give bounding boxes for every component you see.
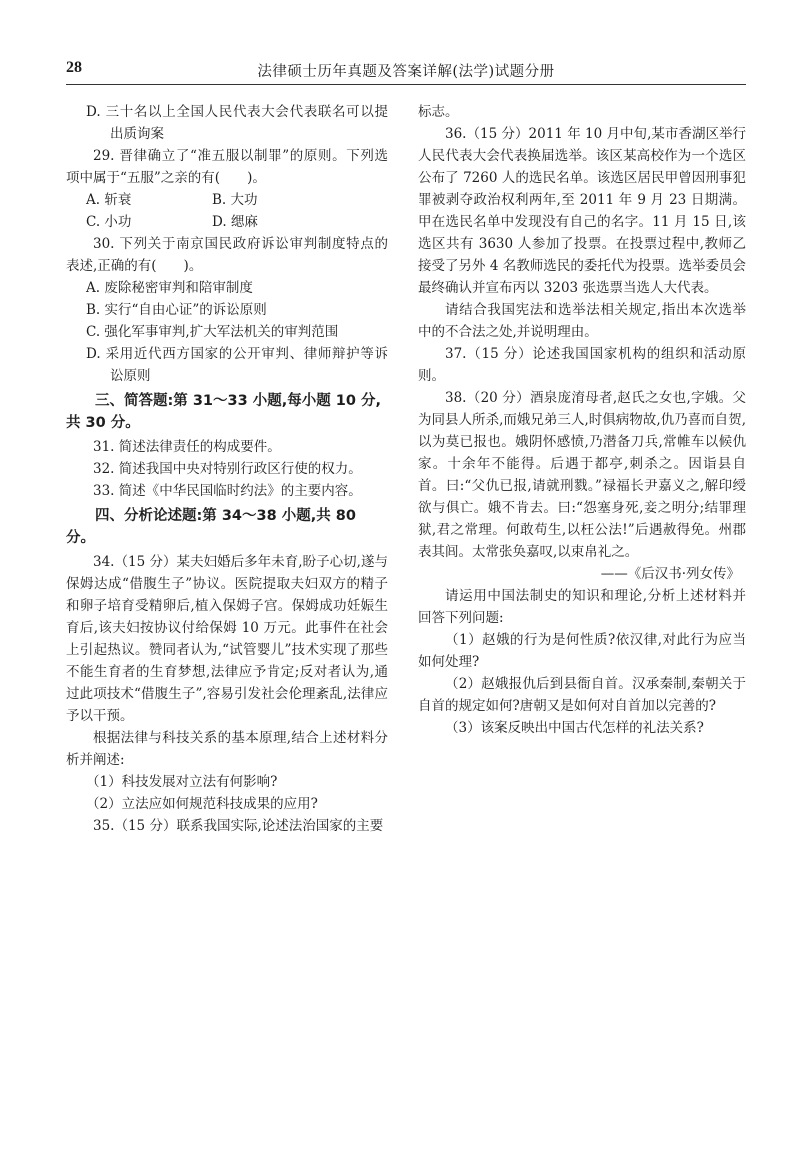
q34-sub-2: （2）立法应如何规范科技成果的应用? bbox=[86, 796, 318, 812]
right-column bbox=[418, 101, 746, 739]
q29-options-row-1 bbox=[66, 189, 388, 211]
q38-prompt: 请运用中国法制史的知识和理论,分析上述材料并回答下列问题: bbox=[418, 588, 746, 626]
section-3-title: 三、简答题:第 31～33 小题,每小题 10 分,共 30 分。 bbox=[66, 393, 382, 431]
q36-prompt: 请结合我国宪法和选举法相关规定,指出本次选举中的不合法之处,并说明理由。 bbox=[418, 302, 746, 340]
q36-text: 36.（15 分）2011 年 10 月中旬,某市香湖区举行人民代表大会代表换届选举。该区某高校作为一个选区公布了 7260 人的选民名单。该选区居民甲曾因刑事犯罪被剥夺政治权利两年,至 2011 年 9 月 23 日期满。甲在选民名单中发现没有自己的名字。11 月 15 日,该选区共有 3630 人参加了投票。在投票过程中,教师乙接受了另外 4 名教师选民的委托代为投票。选举委员会最终确认并宣布丙以 3203 张选票当选人大代表。 bbox=[418, 126, 746, 296]
q34-text: 34.（15 分）某夫妇婚后多年未育,盼子心切,遂与保姆达成“借腹生子”协议。医院提取夫妇双方的精子和卵子培育受精卵后,植入保姆子宫。保姆成功妊娠生育后,该夫妇按协议付给保姆 10 万元。此事件在社会上引起热议。赞同者认为,“试管婴儿”技术实现了那些不能生育者的生育梦想,法律应予肯定;反对者认为,通过此项技术“借腹生子”,容易引发社会伦理紊乱,法律应予以干预。 bbox=[66, 554, 388, 724]
q33: 33. 简述《中华民国临时约法》的主要内容。 bbox=[93, 483, 362, 499]
q29-stem: 29. 晋律确立了“准五服以制罪”的原则。下列选项中属于“五服”之亲的有( )。 bbox=[66, 148, 388, 186]
q29-option-b: B. 大功 bbox=[212, 192, 258, 208]
q38-text: 38.（20 分）酒泉庞淯母者,赵氏之女也,字娥。父为同县人所杀,而娥兄弟三人,时俱病物故,仇乃喜而自贺,以为莫已报也。娥阴怀感愤,乃潜备刀兵,常帷车以候仇家。十余年不能得。后遇于都亭,刺杀之。因诣县自首。曰:“父仇已报,请就刑戮。”禄福长尹嘉义之,解印绶欲与俱亡。娥不肯去。曰:“怨塞身死,妾之明分;结罪理狱,君之常理。何敢苟生,以枉公法!”后遇赦得免。州郡表其闾。太常张奂嘉叹,以束帛礼之。 bbox=[418, 390, 746, 560]
left-column bbox=[66, 101, 388, 837]
q28-option-d: D. 三十名以上全国人民代表大会代表联名可以提出质询案 bbox=[86, 104, 388, 142]
q30-option-a: A. 废除秘密审判和陪审制度 bbox=[86, 280, 253, 296]
q31: 31. 简述法律责任的构成要件。 bbox=[93, 439, 281, 455]
q37: 37.（15 分）论述我国国家机构的组织和活动原则。 bbox=[418, 346, 746, 384]
q30-option-b: B. 实行“自由心证”的诉讼原则 bbox=[86, 302, 267, 318]
q34-sub-1: （1）科技发展对立法有何影响? bbox=[86, 774, 278, 790]
q29-option-c: C. 小功 bbox=[86, 214, 132, 230]
q35-text-end: 标志。 bbox=[418, 104, 459, 120]
q30-stem: 30. 下列关于南京国民政府诉讼审判制度特点的表述,正确的有( )。 bbox=[66, 236, 388, 274]
q29-options-row-2 bbox=[66, 211, 388, 233]
q38-source: ——《后汉书·列女传》 bbox=[600, 566, 740, 582]
q29-option-d: D. 缌麻 bbox=[212, 214, 258, 230]
q30-option-c: C. 强化军事审判,扩大军法机关的审判范围 bbox=[86, 324, 339, 340]
page-header bbox=[66, 58, 746, 85]
q38-sub-1: （1）赵娥的行为是何性质?依汉律,对此行为应当如何处理? bbox=[418, 632, 746, 670]
q35-text-start: 35.（15 分）联系我国实际,论述法治国家的主要 bbox=[93, 818, 384, 834]
section-4-title: 四、分析论述题:第 34～38 小题,共 80 分。 bbox=[66, 508, 356, 546]
q38-sub-3: （3）该案反映出中国古代怎样的礼法关系? bbox=[445, 720, 704, 736]
book-title: 法律硕士历年真题及答案详解(法学)试题分册 bbox=[257, 64, 555, 80]
q29-option-a: A. 斩衰 bbox=[86, 192, 132, 208]
q32: 32. 简述我国中央对特别行政区行使的权力。 bbox=[93, 461, 362, 477]
q30-option-d: D. 采用近代西方国家的公开审判、律师辩护等诉讼原则 bbox=[86, 346, 388, 384]
q34-prompt: 根据法律与科技关系的基本原理,结合上述材料分析并阐述: bbox=[66, 730, 388, 768]
q38-sub-2: （2）赵娥报仇后到县衙自首。汉承秦制,秦朝关于自首的规定如何?唐朝又是如何对自首加以完善的? bbox=[418, 676, 746, 714]
page-number: 28 bbox=[66, 59, 82, 76]
